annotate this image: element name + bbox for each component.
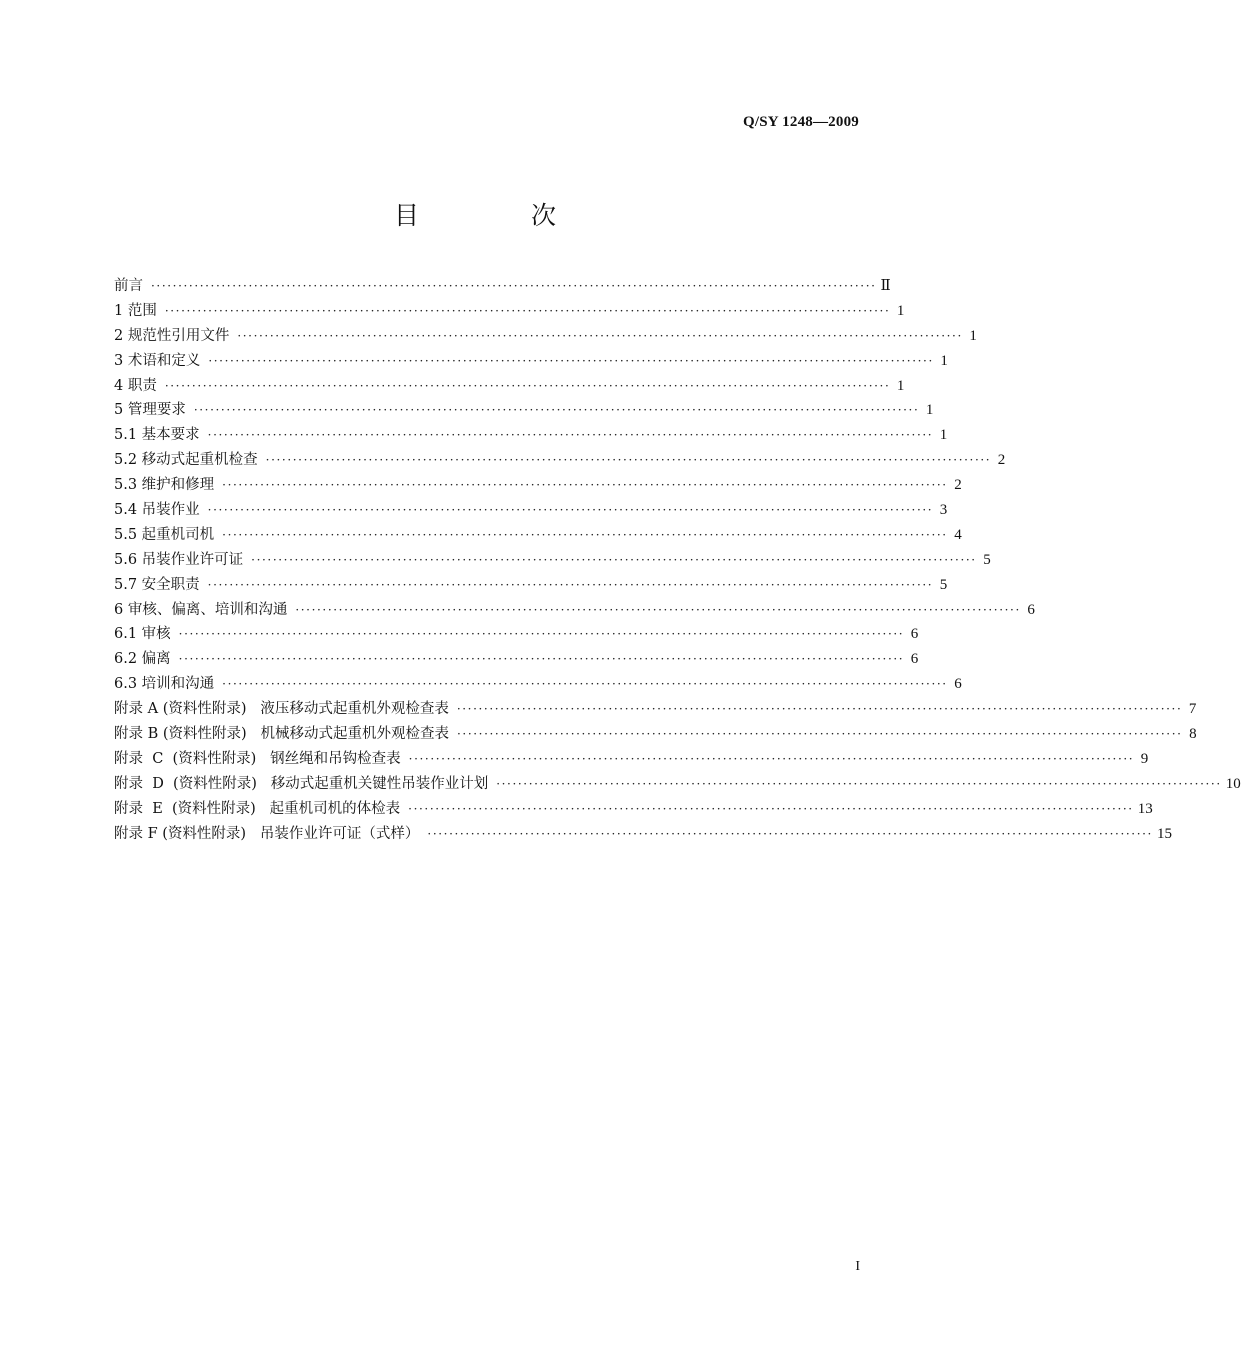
- toc-entry-page: 2: [954, 477, 962, 494]
- toc-entry-label: 6.2 偏离: [114, 651, 171, 668]
- toc-entry-page: 5: [983, 551, 991, 568]
- toc-entry-page: 1: [925, 402, 934, 419]
- toc-entry-page: 1: [896, 377, 905, 394]
- toc-entry[interactable]: [114, 498, 948, 523]
- toc-entry-label: 5.7 安全职责: [114, 576, 200, 593]
- toc-entry[interactable]: [114, 722, 1197, 747]
- toc-leader-dots: ······································································································································: [164, 303, 891, 318]
- toc-entry-label: 6.1 审核: [114, 626, 171, 643]
- toc-leader-dots: ······································································································································: [222, 478, 948, 493]
- table-of-contents: [114, 274, 1241, 846]
- toc-leader-dots: ······································································································································: [237, 328, 963, 343]
- toc-leader-dots: ······································································································································: [178, 627, 905, 642]
- toc-entry-page: 1: [940, 352, 948, 369]
- toc-entry-label: 6.3 培训和沟通: [114, 676, 215, 693]
- toc-entry-page: 1: [896, 302, 905, 319]
- toc-leader-dots: ······································································································································: [208, 353, 934, 368]
- toc-entry-label: 5.2 移动式起重机检查: [114, 452, 258, 469]
- toc-entry[interactable]: [114, 747, 1149, 772]
- toc-entry[interactable]: [114, 523, 962, 548]
- toc-leader-dots: ······································································································································: [207, 428, 934, 443]
- toc-entry[interactable]: [114, 672, 962, 697]
- toc-entry[interactable]: [114, 822, 1172, 847]
- toc-entry[interactable]: [114, 772, 1241, 797]
- toc-leader-dots: ······································································································································: [164, 378, 891, 393]
- toc-entry-label: 附录 E (资料性附录) 起重机司机的体检表: [114, 800, 401, 817]
- toc-entry-page: 6: [954, 676, 962, 693]
- page-number: I: [855, 1259, 860, 1274]
- toc-entry[interactable]: [114, 573, 948, 598]
- toc-leader-dots: ······································································································································: [408, 751, 1135, 766]
- toc-entry[interactable]: [114, 647, 919, 672]
- toc-entry[interactable]: [114, 598, 1035, 623]
- toc-leader-dots: ······································································································································: [265, 453, 992, 468]
- toc-entry[interactable]: [114, 797, 1153, 822]
- toc-leader-dots: ······································································································································: [457, 727, 1183, 742]
- toc-entry-label: 1 范围: [114, 302, 157, 319]
- toc-leader-dots: ······································································································································: [207, 577, 934, 592]
- toc-entry-page: Ⅱ: [880, 278, 891, 294]
- toc-entry-label: 5.4 吊装作业: [114, 502, 200, 519]
- toc-leader-dots: ······································································································································: [207, 503, 934, 518]
- toc-entry[interactable]: [114, 324, 977, 349]
- toc-entry-label: 6 审核、偏离、培训和沟通: [114, 601, 288, 618]
- toc-entry-page: 10: [1225, 775, 1241, 792]
- toc-entry-page: 2: [997, 452, 1006, 469]
- toc-entry-page: 5: [939, 576, 948, 593]
- toc-entry-label: 附录 C (资料性附录) 钢丝绳和吊钩检查表: [114, 750, 401, 767]
- toc-entry-label: 附录 F (资料性附录) 吊装作业许可证（式样）: [114, 825, 420, 842]
- toc-entry-label: 附录 B (资料性附录) 机械移动式起重机外观检查表: [114, 726, 450, 743]
- toc-entry-label: 5.5 起重机司机: [114, 526, 215, 543]
- toc-leader-dots: ······································································································································: [193, 403, 920, 418]
- toc-entry[interactable]: [114, 697, 1197, 722]
- toc-entry-label: 5.6 吊装作业许可证: [114, 551, 244, 568]
- toc-leader-dots: ······································································································································: [251, 552, 977, 567]
- toc-entry[interactable]: [114, 548, 991, 573]
- toc-entry-page: 7: [1188, 701, 1197, 718]
- toc-entry-page: 6: [910, 651, 919, 668]
- toc-leader-dots: ······································································································································: [427, 826, 1153, 841]
- toc-entry[interactable]: [114, 473, 962, 498]
- toc-leader-dots: ······································································································································: [222, 527, 948, 542]
- toc-entry-page: 6: [1027, 601, 1035, 618]
- toc-entry-label: 5.3 维护和修理: [114, 477, 215, 494]
- toc-entry[interactable]: [114, 398, 934, 423]
- toc-entry-label: 5.1 基本要求: [114, 427, 200, 444]
- toc-entry-page: 6: [910, 626, 919, 643]
- toc-entry[interactable]: [114, 274, 891, 299]
- toc-leader-dots: ······································································································································: [178, 652, 905, 667]
- toc-leader-dots: ······································································································································: [151, 279, 877, 293]
- page-title: 目 次: [394, 201, 608, 230]
- toc-entry-page: 8: [1189, 726, 1197, 743]
- toc-entry-label: 附录 D (资料性附录) 移动式起重机关键性吊装作业计划: [114, 775, 489, 792]
- toc-entry-label: 5 管理要求: [114, 402, 186, 419]
- toc-entry-page: 13: [1137, 800, 1153, 817]
- toc-entry-label: 2 规范性引用文件: [114, 327, 230, 344]
- toc-entry-page: 1: [969, 327, 977, 344]
- toc-entry-page: 1: [939, 427, 948, 444]
- toc-leader-dots: ······································································································································: [456, 702, 1183, 717]
- toc-entry[interactable]: [114, 299, 905, 324]
- toc-entry[interactable]: [114, 374, 905, 399]
- toc-leader-dots: ······································································································································: [295, 602, 1021, 617]
- toc-entry-label: 4 职责: [114, 377, 157, 394]
- toc-leader-dots: ······································································································································: [496, 776, 1222, 791]
- toc-entry-label: 前言: [114, 278, 143, 294]
- toc-leader-dots: ······································································································································: [222, 677, 948, 692]
- toc-entry[interactable]: [114, 349, 948, 374]
- toc-entry-page: 9: [1140, 750, 1149, 767]
- toc-entry-page: 4: [954, 526, 962, 543]
- toc-entry-page: 3: [939, 502, 948, 519]
- toc-leader-dots: ······································································································································: [408, 801, 1134, 816]
- toc-entry-page: 15: [1156, 825, 1172, 842]
- toc-entry-label: 3 术语和定义: [114, 352, 201, 369]
- toc-entry[interactable]: [114, 622, 919, 647]
- toc-entry[interactable]: [114, 448, 1006, 473]
- toc-entry-label: 附录 A (资料性附录) 液压移动式起重机外观检查表: [114, 701, 449, 718]
- standard-code: Q/SY 1248—2009: [742, 114, 859, 130]
- toc-entry[interactable]: [114, 423, 948, 448]
